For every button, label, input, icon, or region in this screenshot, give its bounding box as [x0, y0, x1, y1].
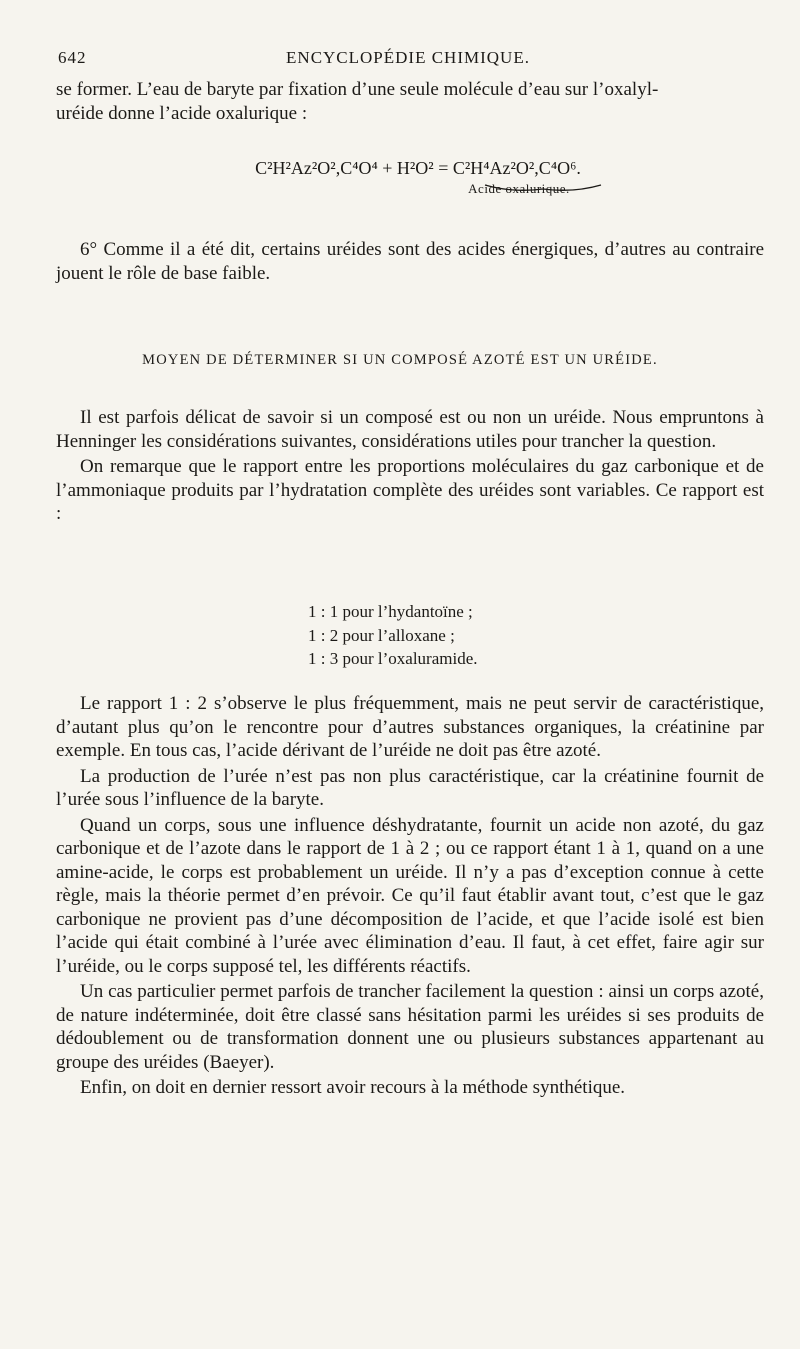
point-6-text: 6° Comme il a été dit, certains uréides sont des acides énergiques, d’autres au contraire jouent le rôle de base faible.	[56, 239, 764, 284]
formula-block	[0, 158, 800, 197]
ratio-alloxane: 1 : 2 pour l’alloxane ;	[308, 625, 455, 645]
paragraphs-group-b	[56, 692, 764, 1100]
paragraphs-group-a	[56, 406, 764, 526]
section-title: MOYEN DE DÉTERMINER SI UN COMPOSÉ AZOTÉ EST UN URÉIDE.	[142, 352, 658, 368]
paragraph-henninger: Il est parfois délicat de savoir si un composé est ou non un uréide. Nous empruntons à Henninger les considérations suivantes, considérations utiles pour trancher la question.	[56, 407, 764, 452]
page-number: 642	[58, 48, 87, 67]
paragraph-deshydratante: Quand un corps, sous une influence déshydratante, fournit un acide non azoté, du gaz carbonique et de l’azote dans le rapport de 1 à 2 ; ou ce rapport étant 1 à 1, quand on a une amine-acide, le corps est probablement un uréide. Il n’y a pas d’exception connue à cette règle, mais la théorie permet d’en prévoir. Ce qu’il faut établir avant tout, c’est que le gaz carbonique ne provient pas d’une décomposition de l’acide, et que l’acide isolé est bien l’acide qui était combiné à l’urée avec élimination d’eau. Il faut, à cet effet, faire agir sur l’uréide, ou le corps supposé tel, les différents réactifs.	[56, 814, 764, 977]
ratio-oxaluramide: 1 : 3 pour l’oxaluramide.	[308, 649, 478, 668]
formula-product-name: Acide oxalurique.	[468, 181, 570, 196]
paragraph-cas-particulier: Un cas particulier permet parfois de trancher facilement la question : ainsi un corps azoté, de nature indéterminée, doit être classé sans hésitation parmi les uréides si ses produits de dédoublement ou de transformation donnent une ou plusieurs substances appartenant au groupe des uréides (Baeyer).	[56, 981, 764, 1073]
point-6-paragraph	[56, 238, 764, 285]
ratio-hydantoine: 1 : 1 pour l’hydantoïne ;	[308, 602, 473, 621]
paragraph-enfin: Enfin, on doit en dernier ressort avoir recours à la méthode synthétique.	[80, 1077, 626, 1098]
paragraph-ratio-intro: On remarque que le rapport entre les proportions moléculaires du gaz carbonique et de l’ammoniaque produits par l’hydratation complète des uréides sont variables. Ce rapport est :	[56, 456, 764, 524]
formula-equation: C²H²Az²O²,C⁴O⁴ + H²O² = C²H⁴Az²O²,C⁴O⁶.	[255, 158, 581, 178]
paragraph-rapport: Le rapport 1 : 2 s’observe le plus fréquemment, mais ne peut servir de caractéristique, d’autant plus qu’on le rencontre pour d’autres substances organiques, la créatinine par exemple. En tous cas, l’acide dérivant de l’uréide ne doit pas être azoté.	[56, 693, 764, 761]
intro-line-1: se former. L’eau de baryte par fixation d’une seule molécule d’eau sur l’oxalyl-	[56, 79, 659, 100]
paragraph-uree: La production de l’urée n’est pas non plus caractéristique, car la créatinine fournit de l’urée sous l’influence de la baryte.	[56, 765, 764, 810]
intro-line-2: uréide donne l’acide oxalurique :	[56, 102, 308, 124]
underbrace-icon	[483, 184, 603, 194]
intro-paragraph	[56, 78, 764, 125]
page-header	[58, 48, 758, 72]
running-head: ENCYCLOPÉDIE CHIMIQUE.	[286, 48, 530, 67]
ratio-list	[308, 600, 608, 671]
